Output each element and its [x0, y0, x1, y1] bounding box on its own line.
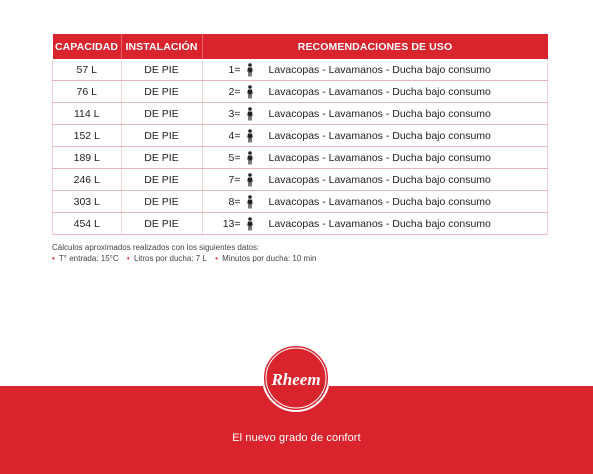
note-entry-minutes: Minutos por ducha: 10 min — [222, 254, 317, 263]
table-body — [53, 59, 548, 235]
person-icon — [245, 173, 255, 187]
persons-count: 3= — [228, 107, 241, 120]
table-row — [53, 103, 548, 125]
person-icon — [245, 195, 255, 209]
note-item — [215, 254, 316, 263]
cell-recommendation — [202, 147, 548, 169]
cell-installation: DE PIE — [121, 191, 202, 213]
capacity-table — [52, 34, 548, 235]
person-icon — [245, 129, 255, 143]
bullet-icon: • — [52, 254, 55, 263]
persons-count: 2= — [228, 85, 241, 98]
header-recommendations: RECOMENDACIONES DE USO — [202, 34, 548, 59]
table-row — [53, 81, 548, 103]
person-icon — [245, 151, 255, 165]
cell-recommendation — [202, 59, 548, 81]
cell-installation: DE PIE — [121, 213, 202, 235]
persons-count: 1= — [228, 63, 241, 76]
persons-count: 13= — [222, 217, 241, 230]
cell-capacity: 57 L — [53, 59, 122, 81]
cell-recommendation — [202, 191, 548, 213]
recommendation-text: Lavacopas - Lavamanos - Ducha bajo consumo — [268, 217, 491, 230]
recommendation-text: Lavacopas - Lavamanos - Ducha bajo consumo — [268, 129, 491, 142]
table-row — [53, 169, 548, 191]
person-icon — [245, 85, 255, 99]
persons-count: 4= — [228, 129, 241, 142]
note-entry-temperature: T° entrada: 15°C — [58, 254, 119, 263]
cell-installation: DE PIE — [121, 125, 202, 147]
header-capacity: CAPACIDAD — [53, 34, 122, 59]
cell-recommendation — [202, 169, 548, 191]
person-icon — [245, 217, 255, 231]
table-row — [53, 59, 548, 81]
note-entry-liters: Litros por ducha: 7 L — [133, 254, 207, 263]
logo-text: Rheem — [271, 370, 321, 389]
notes-items — [52, 253, 322, 264]
bullet-icon: • — [215, 254, 218, 263]
cell-capacity: 152 L — [53, 125, 122, 147]
bullet-icon: • — [126, 254, 130, 263]
table-row — [53, 125, 548, 147]
cell-installation: DE PIE — [121, 81, 202, 103]
capacity-table-container — [52, 34, 548, 235]
recommendation-text: Lavacopas - Lavamanos - Ducha bajo consumo — [268, 63, 491, 76]
persons-count: 8= — [228, 195, 241, 208]
cell-capacity: 114 L — [53, 103, 122, 125]
note-item — [127, 254, 207, 263]
cell-installation: DE PIE — [121, 103, 202, 125]
cell-installation: DE PIE — [121, 169, 202, 191]
cell-capacity: 246 L — [53, 169, 122, 191]
cell-recommendation — [202, 81, 548, 103]
brand-tagline: El nuevo grado de confort — [232, 432, 361, 444]
cell-recommendation — [202, 125, 548, 147]
person-icon — [245, 63, 255, 77]
cell-capacity: 454 L — [53, 213, 122, 235]
cell-capacity: 303 L — [53, 191, 122, 213]
table-row — [53, 147, 548, 169]
persons-count: 5= — [228, 151, 241, 164]
recommendation-text: Lavacopas - Lavamanos - Ducha bajo consumo — [268, 151, 491, 164]
table-row — [53, 191, 548, 213]
cell-capacity: 189 L — [53, 147, 122, 169]
persons-count: 7= — [228, 173, 241, 186]
person-icon — [245, 107, 255, 121]
recommendation-text: Lavacopas - Lavamanos - Ducha bajo consumo — [268, 173, 491, 186]
cell-installation: DE PIE — [121, 59, 202, 81]
note-item — [52, 254, 119, 263]
cell-capacity: 76 L — [53, 81, 122, 103]
recommendation-text: Lavacopas - Lavamanos - Ducha bajo consumo — [268, 107, 491, 120]
cell-recommendation — [202, 103, 548, 125]
table-row — [53, 213, 548, 235]
rheem-logo — [262, 344, 330, 412]
table-header-row — [53, 34, 548, 59]
cell-recommendation — [202, 213, 548, 235]
recommendation-text: Lavacopas - Lavamanos - Ducha bajo consumo — [268, 195, 491, 208]
header-installation: INSTALACIÓN — [121, 34, 202, 59]
calculation-notes — [52, 242, 322, 264]
notes-intro: Cálculos aproximados realizados con los siguientes datos: — [52, 243, 260, 252]
recommendation-text: Lavacopas - Lavamanos - Ducha bajo consumo — [268, 85, 491, 98]
cell-installation: DE PIE — [121, 147, 202, 169]
